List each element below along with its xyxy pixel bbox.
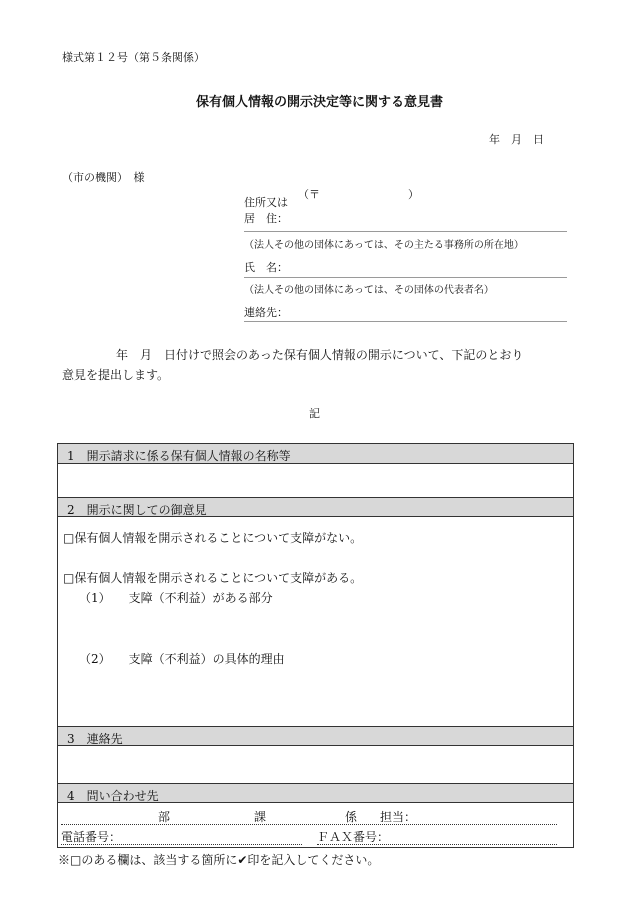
name-note: （法人その他の団体にあっては、その団体の代表者名） [244,285,494,296]
form-number: 様式第１２号（第５条関係） [62,51,205,64]
address-label-2: 居 住： [244,212,288,225]
address-note: （法人その他の団体にあっては、その主たる事務所の所在地） [244,240,524,251]
postal-code-field[interactable]: （〒 ） [298,188,419,201]
dept-kakari: 係 [345,810,358,824]
section-3-title: 3 連絡先 [67,732,123,746]
sub-item-2: （2） 支障（不利益）の具体的理由 [79,652,285,666]
name-line[interactable] [244,277,567,278]
contact-label: 連絡先： [244,306,288,319]
fax-label: ＦＡＸ番号： [317,830,390,844]
name-label: 氏 名： [244,261,288,274]
section-4-header [58,783,573,803]
section-1-title: 1 開示請求に係る保有個人情報の名称等 [67,449,291,463]
section-1-content[interactable] [58,464,573,497]
option-no-hindrance[interactable]: □保有個人情報を開示されることについて支障がない。 [63,531,363,545]
address-label-1: 住所又は [244,196,288,209]
section-2-title: 2 開示に関しての御意見 [67,503,207,517]
addressee: （市の機関） 様 [62,171,145,184]
footnote: ※□のある欄は、該当する箇所に✔印を記入してください。 [58,853,380,867]
dept-bu: 部 [158,810,171,824]
dept-line[interactable] [61,824,557,825]
section-3-header [58,726,573,746]
section-2-header [58,497,573,517]
phone-label: 電話番号： [61,830,122,844]
phone-line[interactable] [61,844,302,845]
tantou-label: 担当： [380,810,417,824]
opinion-table [57,443,574,848]
dept-ka: 課 [254,810,267,824]
sub-item-1: （1） 支障（不利益）がある部分 [79,591,273,605]
section-3-content[interactable] [58,746,573,782]
date-line: 年 月 日 [489,133,544,146]
contact-line[interactable] [244,321,567,322]
section-1-header [58,444,573,464]
body-line-2: 意見を提出します。 [62,368,170,382]
page-title: 保有個人情報の開示決定等に関する意見書 [196,95,444,110]
section-4-title: 4 問い合わせ先 [67,789,159,803]
fax-line[interactable] [317,844,557,845]
body-line-1: 年 月 日付けで照会のあった保有個人情報の開示について、下記のとおり [116,348,524,362]
option-hindrance[interactable]: □保有個人情報を開示されることについて支障がある。 [63,571,363,585]
address-line[interactable] [244,231,567,232]
ki-label: 記 [309,407,320,420]
